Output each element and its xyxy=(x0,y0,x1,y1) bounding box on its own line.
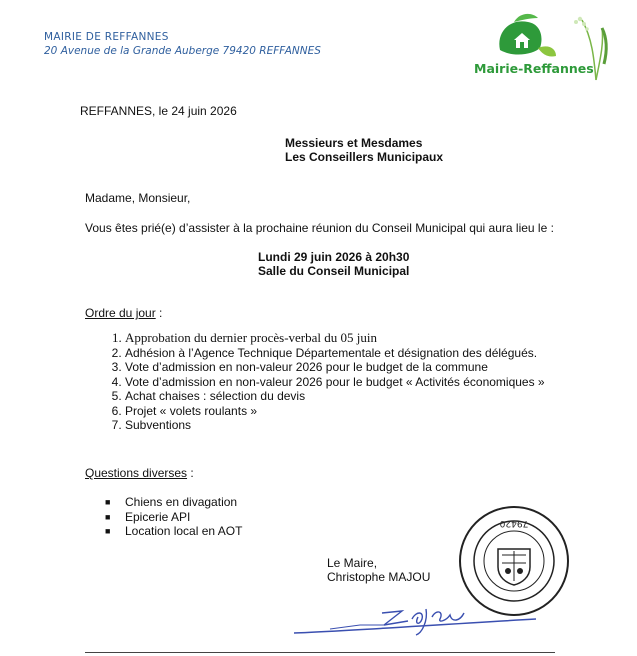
recipient-line-2: Les Conseillers Municipaux xyxy=(285,150,444,164)
bullet-icon: ■ xyxy=(105,511,111,522)
signatory-name: Christophe MAJOU xyxy=(327,570,431,584)
agenda-list xyxy=(85,331,545,433)
agenda-item: 4. Vote d’admission en non-valeur 2026 pour le budget « Activités économiques » xyxy=(125,375,545,390)
agenda-title: Ordre du jour xyxy=(85,306,156,320)
salutation: Madame, Monsieur, xyxy=(85,191,191,205)
agenda-heading xyxy=(85,306,162,321)
logo-text: Mairie-Reffannes xyxy=(474,61,594,76)
agenda-item: 5. Achat chaises : sélection du devis xyxy=(125,389,545,404)
letterhead-title: MAIRIE DE REFFANNES xyxy=(44,31,169,43)
questions-colon: : xyxy=(187,466,194,480)
handwritten-signature xyxy=(290,595,540,640)
signatory-title: Le Maire, xyxy=(327,556,378,570)
meeting-date: Lundi 29 juin 2026 à 20h30 xyxy=(258,250,410,264)
bullet-icon: ■ xyxy=(105,497,111,507)
questions-list xyxy=(85,495,242,539)
footer-rule xyxy=(85,652,555,653)
question-text: Epicerie API xyxy=(125,509,191,524)
agenda-item: 3. Vote d’admission en non-valeur 2026 pour le budget de la commune xyxy=(125,360,545,375)
question-item xyxy=(105,509,242,525)
invitation-text: Vous êtes prié(e) d’assister à la prochaine réunion du Conseil Municipal qui aura lieu le : xyxy=(85,221,554,235)
stamp-postcode: 79420 xyxy=(499,518,529,528)
agenda-item: 6. Projet « volets roulants » xyxy=(125,404,545,419)
question-text: Chiens en divagation xyxy=(125,495,238,509)
recipient-line-1: Messieurs et Mesdames xyxy=(285,136,423,150)
bullet-icon: ■ xyxy=(105,526,111,536)
agenda-colon: : xyxy=(155,306,163,320)
meeting-place: Salle du Conseil Municipal xyxy=(258,264,410,278)
letterhead-address: 20 Avenue de la Grande Auberge 79420 REFFANNES xyxy=(44,45,321,57)
questions-title: Questions diverses xyxy=(85,466,188,480)
question-item xyxy=(105,495,242,510)
agenda-item: 2. Adhésion à l’Agence Technique Départementale et désignation des délégués. xyxy=(125,346,545,361)
questions-heading xyxy=(85,466,194,481)
agenda-item: 1. Approbation du dernier procès-verbal du 05 juin xyxy=(125,331,545,346)
agenda-item: 7. Subventions xyxy=(125,418,545,433)
question-text: Location local en AOT xyxy=(125,524,243,538)
place-date: REFFANNES, le 24 juin 2026 xyxy=(80,104,237,118)
question-item xyxy=(105,524,243,539)
